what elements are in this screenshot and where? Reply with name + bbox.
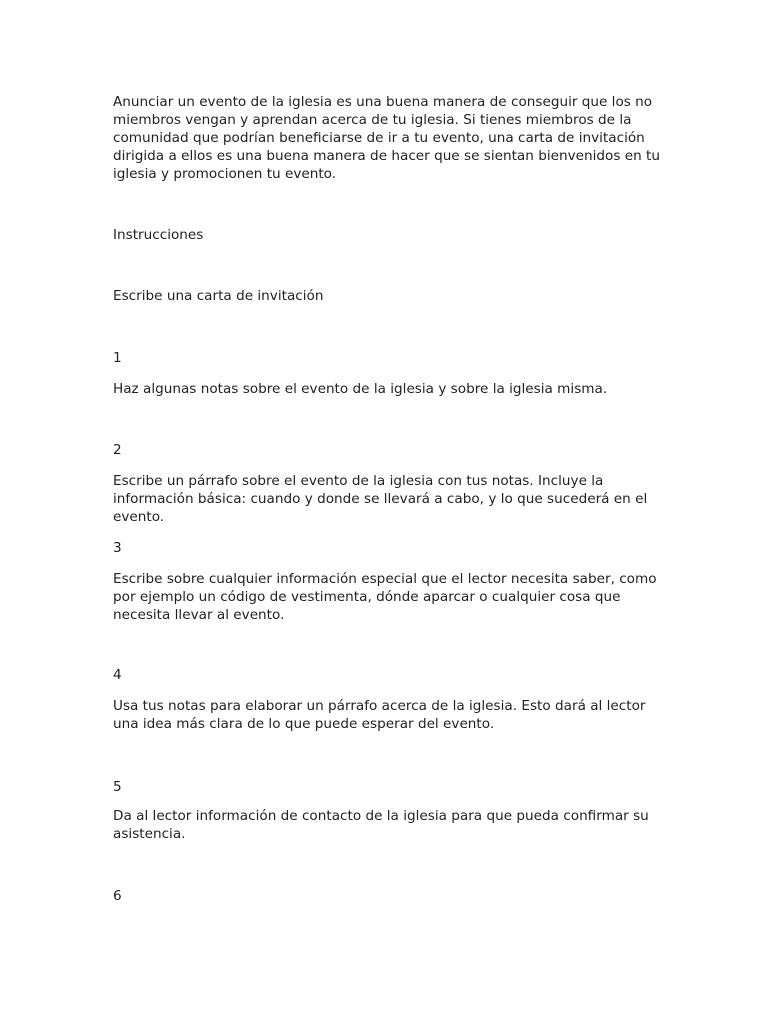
step-text: Escribe un párrafo sobre el evento de la iglesia con tus notas. Incluye la información básica: cuando y donde se llevará a cabo, y lo que sucederá en el evento. bbox=[113, 473, 648, 525]
step-text: Da al lector información de contacto de la iglesia para que pueda confirmar su asistencia. bbox=[113, 808, 649, 842]
instructions-heading: Instrucciones bbox=[113, 227, 204, 243]
step-number: 4 bbox=[113, 667, 122, 683]
step-number: 2 bbox=[113, 442, 122, 458]
step-text: Usa tus notas para elaborar un párrafo acerca de la iglesia. Esto dará al lector una idea más clara de lo que puede esperar del evento. bbox=[113, 698, 646, 732]
step-text: Haz algunas notas sobre el evento de la iglesia y sobre la iglesia misma. bbox=[113, 381, 608, 397]
intro-paragraph: Anunciar un evento de la iglesia es una buena manera de conseguir que los no miembros vengan y aprendan acerca de tu iglesia. Si tienes miembros de la comunidad que podrían beneficiarse de ir a tu evento, una carta de invitación dirigida a ellos es una buena manera de hacer que se sientan bienvenidos en tu iglesia y promocionen tu evento. bbox=[113, 94, 660, 182]
step-number: 6 bbox=[113, 888, 122, 904]
step-number: 3 bbox=[113, 540, 122, 556]
step-number: 1 bbox=[113, 350, 122, 366]
section-heading: Escribe una carta de invitación bbox=[113, 288, 324, 304]
step-text: Escribe sobre cualquier información especial que el lector necesita saber, como por ejemplo un código de vestimenta, dónde aparcar o cualquier cosa que necesita llevar al evento. bbox=[113, 571, 657, 623]
step-number: 5 bbox=[113, 779, 122, 795]
